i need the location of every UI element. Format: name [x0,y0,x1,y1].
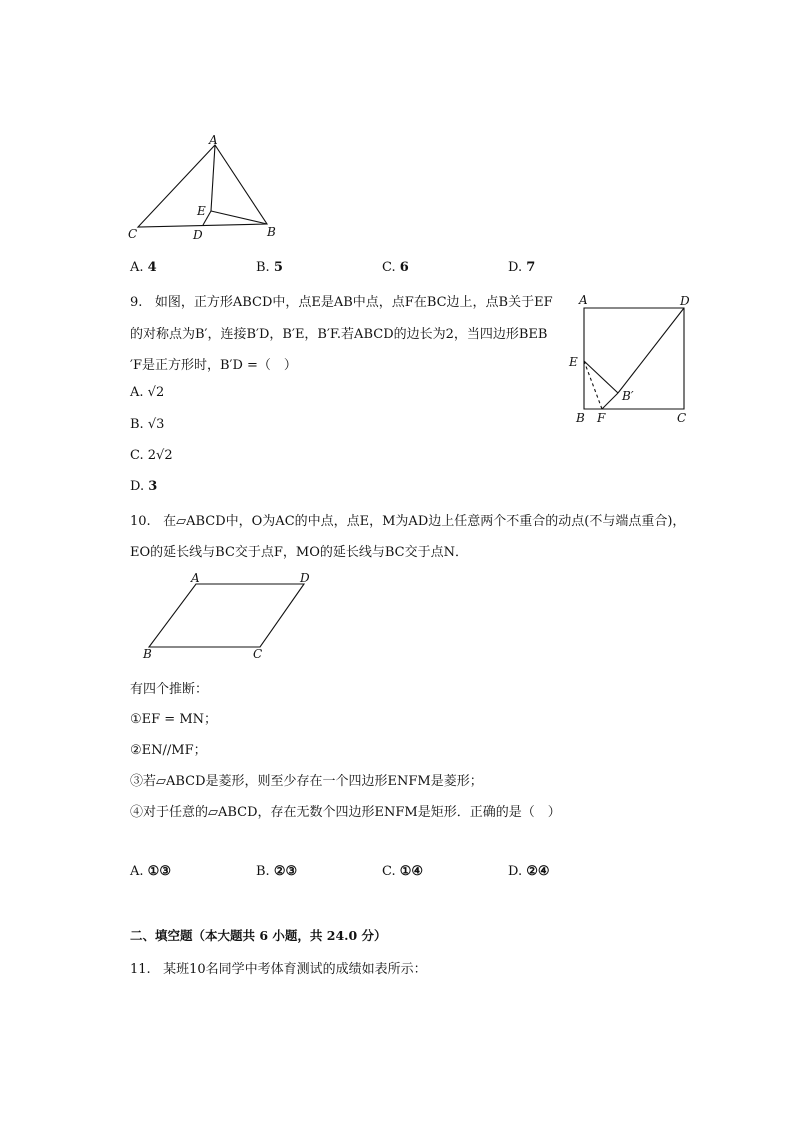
q9-option-a-value: √2 [147,385,165,400]
q9-option-c-letter: C. [130,448,144,463]
q11-text: 某班10名同学中考体育测试的成绩如表所示： [163,962,427,977]
q10-option-b-letter: B. [256,864,270,879]
q8-option-d [508,260,535,275]
q10-text-1: 在▱ABCD中，O为AC的中点，点E，M为AD边上任意两个不重合的动点(不与端点重合)， [163,514,686,529]
q9-option-d-value: 3 [148,479,158,494]
q9-option-b-letter: B. [130,417,144,432]
q8-label-c: C [128,227,138,241]
q10-statement-2: ②EN//MF； [130,743,207,758]
q9-segment-b-prime-d [618,308,684,393]
q9-label-f: F [597,411,606,425]
q8-option-b-value: 5 [273,260,283,275]
q8-triangle-figure [125,132,285,244]
q10-option-d [508,864,550,879]
q8-segment-ae [211,145,215,211]
q9-option-d-letter: D. [130,479,145,494]
q9-label-e: E [569,355,578,369]
q8-segment-eb [211,211,267,224]
q8-option-b-letter: B. [256,260,270,275]
q8-option-c-letter: C. [382,260,396,275]
q9-option-c [130,448,173,463]
q10-label-c: C [253,647,263,661]
q8-option-a-value: 4 [147,260,157,275]
q10-option-c-value: ①④ [399,864,424,879]
q10-option-b [256,864,297,879]
q8-option-d-value: 7 [526,260,536,275]
q9-label-d: D [680,294,690,308]
q10-parallelogram-abcd [149,584,304,647]
q8-option-a-letter: A. [130,260,144,275]
q8-label-b: B [267,225,276,239]
q9-label-c: C [677,411,687,425]
q11-number: 11. [130,962,151,977]
q8-label-d: D [193,228,203,242]
q10-intro: 有四个推断： [130,682,209,697]
q10-option-a-letter: A. [130,864,144,879]
q10-option-c-letter: C. [382,864,396,879]
q10-parallelogram-figure [138,570,318,662]
q9-segment-ef-dashed [584,361,602,409]
q10-line-1 [130,510,685,529]
q9-option-d [130,479,157,494]
q11-line [130,958,427,977]
q9-option-a [130,385,164,400]
q10-option-a [130,864,171,879]
q9-text-1: 如图，正方形ABCD中，点E是AB中点，点F在BC边上，点B关于EF [154,295,553,310]
q10-line-2: EO的延长线与BC交于点F，MO的延长线与BC交于点N． [130,545,468,560]
q9-option-c-value: 2√2 [147,448,173,463]
q8-option-b [256,260,283,275]
q9-segment-b-prime-f [602,393,618,409]
q10-option-a-value: ①③ [147,864,171,879]
q9-segment-eb-prime [584,361,618,393]
q8-option-d-letter: D. [508,260,523,275]
q9-square-figure [566,290,696,428]
q10-option-d-value: ②④ [526,864,550,879]
q10-label-d: D [300,571,310,585]
q9-square-abcd [584,308,684,409]
q9-label-b-prime: B′ [622,389,634,403]
q10-option-b-value: ②③ [273,864,298,879]
q9-line-2: 的对称点为B′，连接B′D，B′E，B′F.若ABCD的边长为2，当四边形BEB [130,327,548,342]
q8-option-c [382,260,409,275]
q10-statement-3: ③若▱ABCD是菱形，则至少存在一个四边形ENFM是菱形； [130,774,483,789]
q9-line-1 [130,291,553,310]
q10-label-a: A [191,571,200,585]
q8-label-e: E [197,204,206,218]
q8-option-a [130,260,157,275]
q9-number: 9. [130,295,143,310]
q10-number: 10. [130,514,151,529]
q10-statement-4: ④对于任意的▱ABCD，存在无数个四边形ENFM是矩形．正确的是（ ） [130,805,561,820]
q9-label-a: A [579,293,588,307]
q10-statement-1: ①EF = MN； [130,712,218,727]
q8-option-c-value: 6 [399,260,409,275]
section-2-title: 二、填空题（本大题共 6 小题，共 24.0 分） [130,928,387,943]
q9-line-3: ′F是正方形时，B′D =（ ） [130,358,297,373]
q9-option-b [130,417,164,432]
q9-label-b: B [576,411,585,425]
q9-option-b-value: √3 [147,417,165,432]
q9-option-a-letter: A. [130,385,144,400]
q10-label-b: B [143,647,152,661]
q8-label-a: A [209,133,218,147]
q10-option-c [382,864,423,879]
q10-option-d-letter: D. [508,864,523,879]
